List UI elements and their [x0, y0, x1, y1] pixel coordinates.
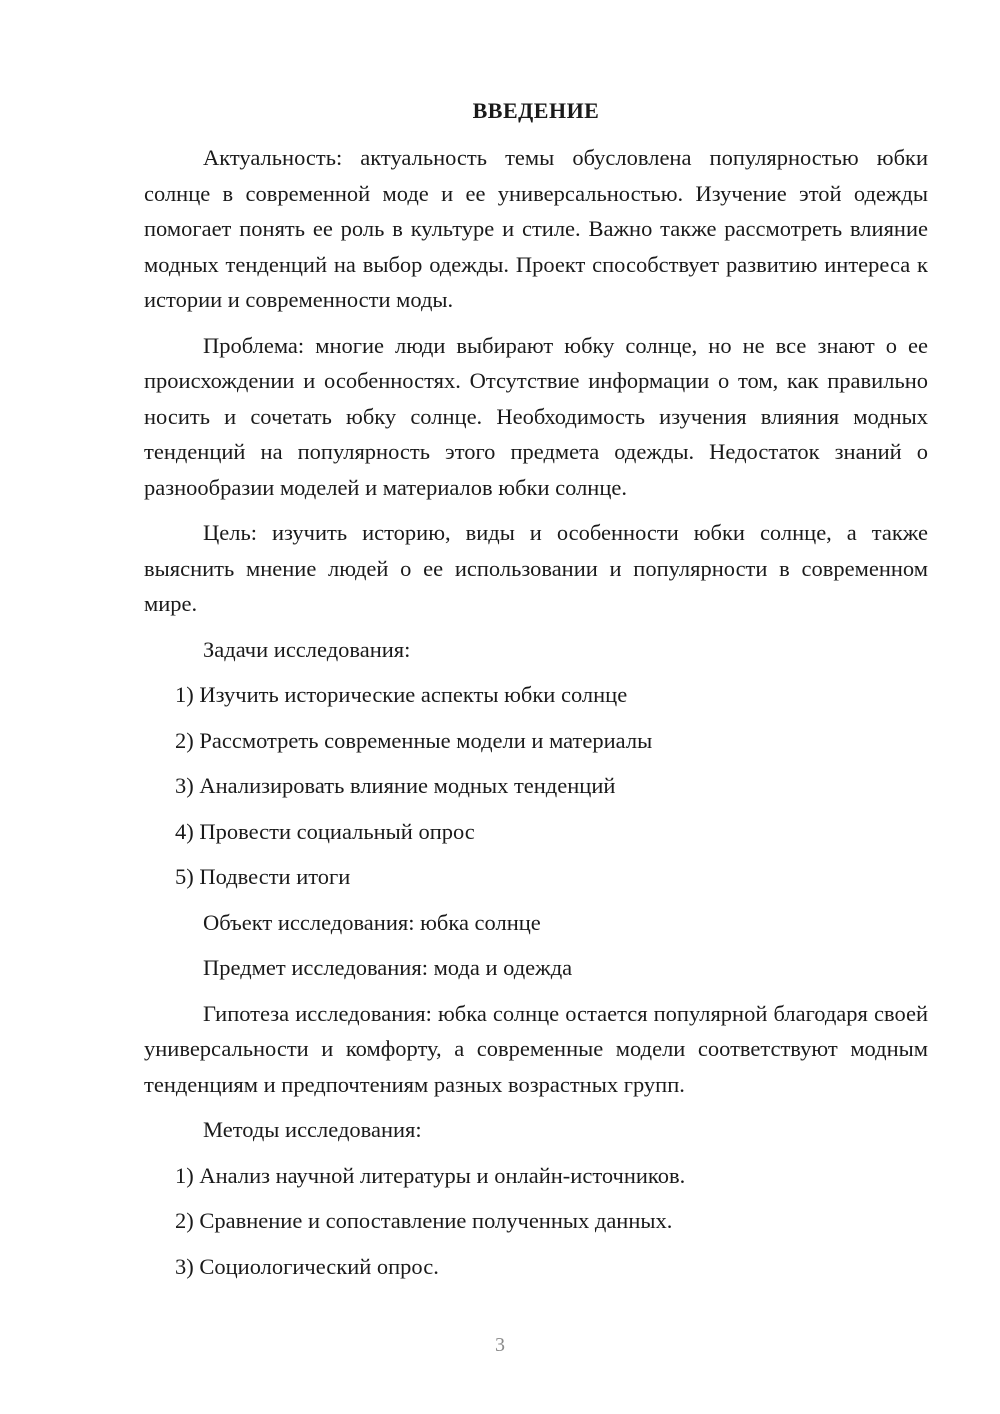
subject-line: Предмет исследования: мода и одежда	[203, 955, 573, 980]
document-page	[144, 96, 928, 1294]
list-item: 3) Анализировать влияние модных тенденций	[175, 773, 616, 798]
object-line: Объект исследования: юбка солнце	[203, 909, 541, 935]
problem-paragraph: Проблема: многие люди выбирают юбку солнце, но не все знают о ее происхождении и особенностях. Отсутствие информации о том, как правильно носить и сочетать юбку солнце. Необходимость изучения влияния модных тенденций на популярность этого предмета одежды. Недостаток знаний о разнообразии моделей и материалов юбки солнце.	[144, 332, 928, 500]
hypothesis-paragraph: Гипотеза исследования: юбка солнце остается популярной благодаря своей универсальности и комфорту, а современные модели соответствуют модным тенденциям и предпочтениям разных возрастных групп.	[144, 1000, 928, 1097]
page-number: 3	[495, 1334, 505, 1356]
list-item: 1) Изучить исторические аспекты юбки солнце	[175, 682, 628, 707]
list-item: 3) Социологический опрос.	[175, 1253, 439, 1279]
list-item: 5) Подвести итоги	[175, 864, 351, 889]
goal-paragraph: Цель: изучить историю, виды и особенности юбки солнце, а также выяснить мнение людей о ее использовании и популярности в современном мире.	[144, 520, 928, 616]
list-item: 2) Сравнение и сопоставление полученных данных.	[175, 1208, 673, 1233]
list-item: 2) Рассмотреть современные модели и материалы	[175, 727, 653, 753]
tasks-list	[144, 677, 928, 895]
tasks-heading: Задачи исследования:	[203, 636, 411, 662]
methods-heading: Методы исследования:	[203, 1117, 422, 1142]
relevance-paragraph: Актуальность: актуальность темы обусловлена популярностью юбки солнце в современной моде и ее универсальностью. Изучение этой одежды помогает понять ее роль в культуре и стиле. Важно также рассмотреть влияние модных тенденций на выбор одежды. Проект способствует развитию интереса к истории и современности моды.	[144, 145, 928, 312]
list-item: 1) Анализ научной литературы и онлайн-источников.	[175, 1162, 686, 1188]
methods-list	[144, 1158, 928, 1285]
list-item: 4) Провести социальный опрос	[175, 818, 475, 844]
page-title: ВВЕДЕНИЕ	[472, 98, 600, 123]
